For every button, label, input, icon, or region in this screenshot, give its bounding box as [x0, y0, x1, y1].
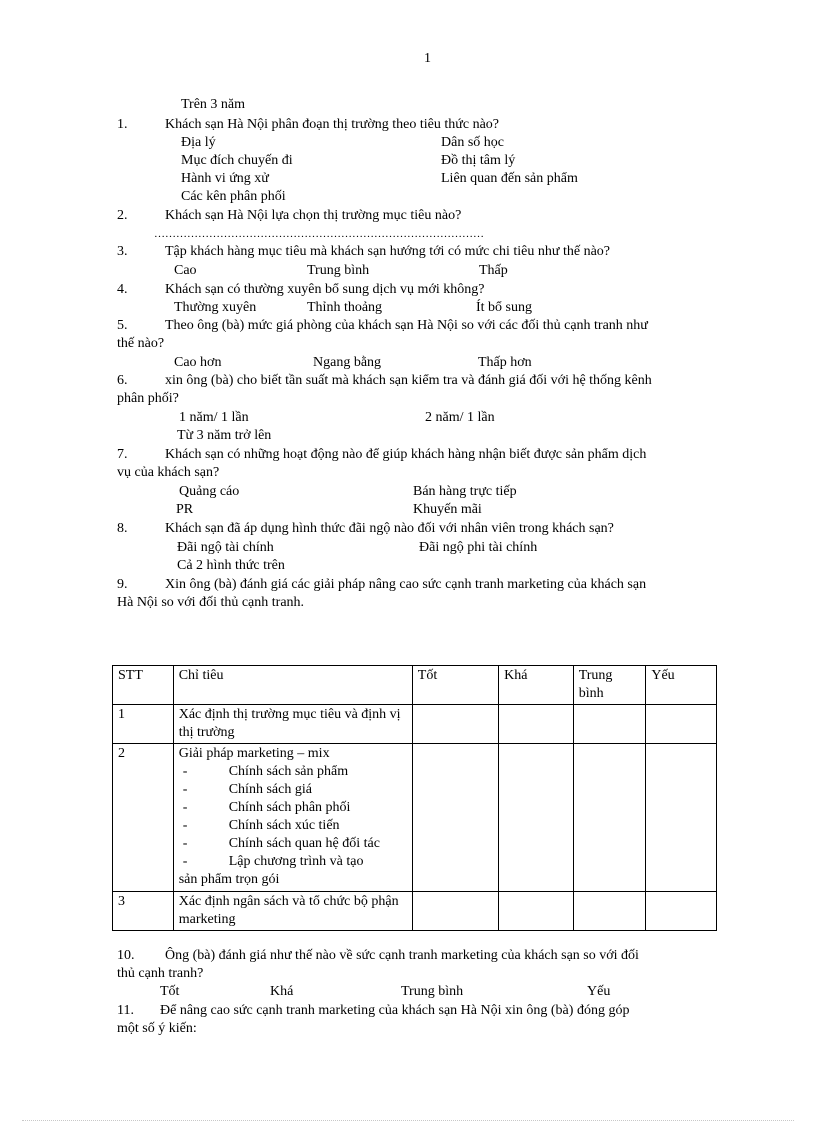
q11-number: 11. [117, 1003, 134, 1018]
q3-text: Tập khách hàng mục tiêu mà khách sạn hướng tới có mức chi tiêu như thế nào? [165, 244, 610, 259]
table-header-row [113, 666, 717, 705]
q4-number: 4. [117, 282, 128, 297]
q10-option: Tốt [160, 984, 180, 999]
q7-option: PR [176, 502, 194, 517]
q5-text-cont: thế nào? [117, 336, 165, 351]
rating-cell[interactable] [573, 705, 646, 744]
q8-option: Cả 2 hình thức trên [177, 558, 285, 573]
q11-text-cont: một số ý kiến: [117, 1021, 197, 1036]
row-criterion [173, 744, 412, 892]
rating-cell[interactable] [412, 705, 498, 744]
header-fair: Khá [499, 666, 574, 705]
q2-answer-dots: ……………………………………………………………………………… [154, 228, 484, 240]
q1-option: Các kên phân phối [181, 189, 286, 204]
q6-option: 1 năm/ 1 lần [179, 410, 249, 425]
q1-option: Dân số học [441, 135, 504, 150]
q7-text-cont: vụ của khách sạn? [117, 465, 220, 480]
q10-text: Ông (bà) đánh giá như thế nào về sức cạnh tranh marketing của khách sạn so với đối [165, 948, 639, 963]
rating-cell[interactable] [499, 705, 574, 744]
q7-number: 7. [117, 447, 128, 462]
q7-option: Quảng cáo [179, 484, 240, 499]
q11-text: Để nâng cao sức cạnh tranh marketing của khách sạn Hà Nội xin ông (bà) đóng góp [160, 1003, 630, 1018]
q6-option: 2 năm/ 1 lần [425, 410, 495, 425]
sub-item: - Chính sách phân phối [182, 800, 351, 815]
q10-option: Yếu [587, 984, 611, 999]
q10-text-cont: thủ cạnh tranh? [117, 966, 204, 981]
q7-text: Khách sạn có những hoạt động nào để giúp khách hàng nhận biết được sản phẩm dịch [165, 447, 647, 462]
rating-cell[interactable] [499, 892, 574, 931]
q10-option: Trung bình [401, 984, 464, 999]
sub-item: - Chính sách xúc tiến [182, 818, 340, 833]
q3-option: Cao [174, 263, 197, 278]
rating-cell[interactable] [646, 744, 717, 892]
header-weak: Yếu [646, 666, 717, 705]
intro-option: Trên 3 năm [181, 97, 246, 112]
q10-option: Khá [270, 984, 294, 999]
q1-option: Mục đích chuyến đi [181, 153, 293, 168]
rating-cell[interactable] [646, 892, 717, 931]
rating-cell[interactable] [412, 744, 498, 892]
q5-option: Thấp hơn [478, 355, 532, 370]
sub-item-tail: sản phẩm trọn gói [178, 872, 280, 887]
q1-text: Khách sạn Hà Nội phân đoạn thị trường theo tiêu thức nào? [165, 117, 499, 132]
q4-option: Thỉnh thoảng [307, 300, 383, 315]
q9-text-cont: Hà Nội so với đối thủ cạnh tranh. [117, 595, 305, 610]
q7-option: Khuyến mãi [413, 502, 482, 517]
q9-number: 9. [117, 577, 128, 592]
q3-number: 3. [117, 244, 128, 259]
header-average: Trung bình [573, 666, 646, 705]
q6-option: Từ 3 năm trở lên [177, 428, 272, 443]
q4-option: Thường xuyên [174, 300, 257, 315]
row-stt: 2 [113, 744, 174, 892]
q5-option: Cao hơn [174, 355, 222, 370]
q8-number: 8. [117, 521, 128, 536]
q8-option: Đãi ngộ phi tài chính [419, 540, 538, 555]
sub-item: - Chính sách giá [182, 782, 312, 797]
sub-item: - Lập chương trình và tạo [182, 854, 364, 869]
row-stt: 1 [113, 705, 174, 744]
sub-item: - Chính sách quan hệ đối tác [182, 836, 380, 851]
q9-text: Xin ông (bà) đánh giá các giải pháp nâng cao sức cạnh tranh marketing của khách sạn [165, 577, 647, 592]
q6-text: xin ông (bà) cho biết tần suất mà khách sạn kiểm tra và đánh giá đối với hệ thống kênh [165, 373, 652, 388]
q5-option: Ngang bằng [313, 355, 382, 370]
q7-option: Bán hàng trực tiếp [413, 484, 517, 499]
rating-cell[interactable] [412, 892, 498, 931]
rating-cell[interactable] [573, 892, 646, 931]
q6-text-cont: phân phối? [117, 391, 179, 406]
row-criterion: Xác định thị trường mục tiêu và định vị thị trường [173, 705, 412, 744]
page-bottom-divider [22, 1120, 794, 1121]
header-criterion: Chỉ tiêu [173, 666, 412, 705]
q3-option: Trung bình [307, 263, 370, 278]
table-row [113, 705, 717, 744]
q1-number: 1. [117, 117, 128, 132]
q4-option: Ít bổ sung [476, 300, 532, 315]
q6-number: 6. [117, 373, 128, 388]
table-row [113, 892, 717, 931]
q4-text: Khách sạn có thường xuyên bổ sung dịch vụ mới không? [165, 282, 485, 297]
q1-option: Liên quan đến sản phẩm [441, 171, 578, 186]
q1-option: Địa lý [181, 135, 216, 150]
row-stt: 3 [113, 892, 174, 931]
q1-option: Hành vi ứng xử [181, 171, 269, 186]
sub-item: - Chính sách sản phẩm [182, 764, 349, 779]
criterion-title: Giải pháp marketing – mix [178, 746, 330, 761]
row-criterion: Xác định ngân sách và tổ chức bộ phận marketing [173, 892, 412, 931]
rating-cell[interactable] [646, 705, 717, 744]
evaluation-table [112, 665, 717, 931]
q1-option: Đồ thị tâm lý [441, 153, 516, 168]
header-stt: STT [113, 666, 174, 705]
rating-cell[interactable] [499, 744, 574, 892]
q8-option: Đãi ngộ tài chính [177, 540, 274, 555]
q2-text: Khách sạn Hà Nội lựa chọn thị trường mục tiêu nào? [165, 208, 462, 223]
q8-text: Khách sạn đã áp dụng hình thức đãi ngộ nào đối với nhân viên trong khách sạn? [165, 521, 614, 536]
q2-number: 2. [117, 208, 128, 223]
q3-option: Thấp [479, 263, 508, 278]
header-good: Tốt [412, 666, 498, 705]
rating-cell[interactable] [573, 744, 646, 892]
q5-number: 5. [117, 318, 128, 333]
page-number: 1 [424, 51, 431, 66]
q5-text: Theo ông (bà) mức giá phòng của khách sạn Hà Nội so với các đối thủ cạnh tranh như [165, 318, 648, 333]
q10-number: 10. [117, 948, 135, 963]
table-row [113, 744, 717, 892]
